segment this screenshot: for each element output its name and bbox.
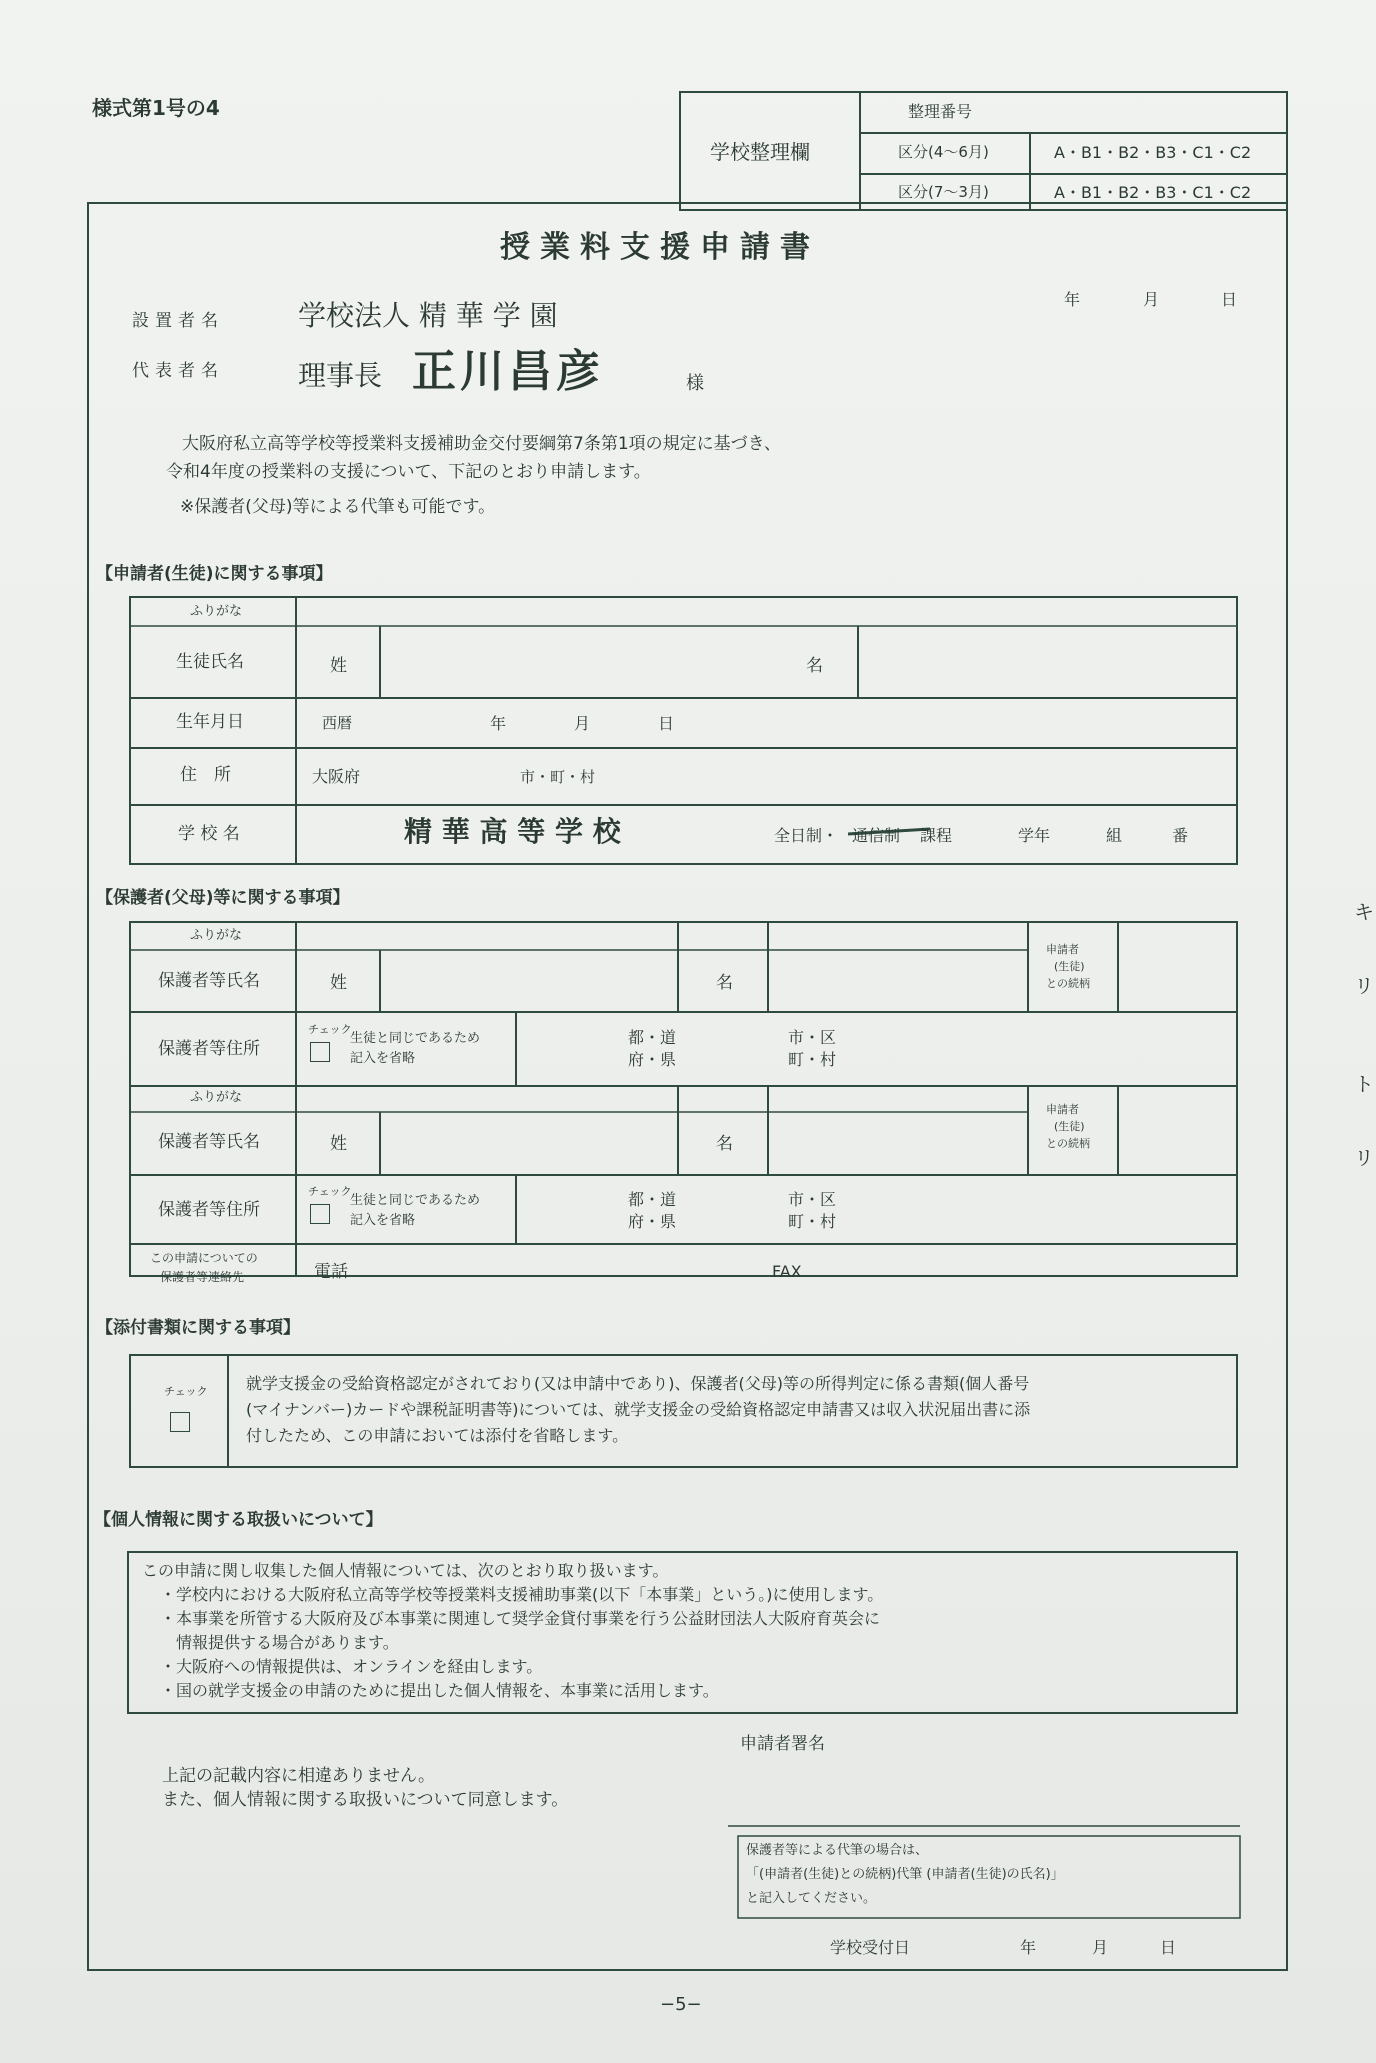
privacy-line: 情報提供する場合があります。 <box>160 1633 399 1652</box>
intro-note: ※保護者(父母)等による代筆も可能です。 <box>180 497 496 517</box>
section-heading: 【添付書類に関する事項】 <box>96 1318 300 1338</box>
mei-label: 名 <box>806 656 823 676</box>
cut-mark-char: リ <box>1354 974 1374 998</box>
course-correspondence-struck: 通信制 <box>852 826 901 845</box>
pref-label: 府・県 <box>628 1212 677 1231</box>
receipt-day: 日 <box>1160 1938 1177 1957</box>
privacy-line: ・本事業を所管する大阪府及び本事業に関連して奨学金貸付事業を行う公益財団法人大阪府育英会に <box>160 1609 881 1628</box>
note-line: と記入してください。 <box>746 1891 877 1906</box>
city-label: 町・村 <box>788 1212 837 1231</box>
sei-label: 姓 <box>330 1134 347 1154</box>
date-year: 年 <box>1064 290 1081 309</box>
section-heading: 【保護者(父母)等に関する事項】 <box>96 888 350 908</box>
representative-title: 理事長 <box>298 359 383 392</box>
receipt-year: 年 <box>1020 1938 1037 1957</box>
intro-line: 大阪府私立高等学校等授業料支援補助金交付要綱第7条第1項の規定に基づき、 <box>182 434 781 454</box>
number-label: 番 <box>1172 826 1189 845</box>
school-box-row-label: 区分(7〜3月) <box>898 183 989 201</box>
attachment-text: (マイナンバー)カードや課税証明書等)については、就学支援金の受給資格認定申請書又は収入状況届出書に添 <box>246 1400 1031 1419</box>
same-address-checkbox[interactable] <box>310 1042 330 1062</box>
course-suffix: 課程 <box>920 826 953 845</box>
receipt-month: 月 <box>1092 1938 1109 1957</box>
same-address-checkbox[interactable] <box>310 1204 330 1224</box>
dob-day: 日 <box>658 714 675 733</box>
class-label: 組 <box>1106 826 1123 845</box>
relation-label: との続柄 <box>1046 977 1090 990</box>
confirm-line: また、個人情報に関する取扱いについて同意します。 <box>162 1790 569 1810</box>
guardian-address-label: 保護者等住所 <box>158 1200 260 1220</box>
page-title: 授業料支援申請書 <box>500 230 820 265</box>
note-line: 保護者等による代筆の場合は、 <box>746 1843 929 1858</box>
furigana-label: ふりがな <box>190 928 243 943</box>
honorific: 様 <box>686 373 704 394</box>
sei-label: 姓 <box>330 973 347 993</box>
check-label: チェック <box>308 1023 352 1036</box>
grade-label: 学年 <box>1018 826 1051 845</box>
guardian-name-label: 保護者等氏名 <box>158 971 260 991</box>
guardian-address-label: 保護者等住所 <box>158 1039 260 1059</box>
mei-label: 名 <box>716 1134 733 1154</box>
address-pref: 大阪府 <box>312 767 361 786</box>
pref-label: 都・道 <box>628 1190 677 1209</box>
page-number: −5− <box>660 1994 702 2015</box>
guardian-name-label: 保護者等氏名 <box>158 1132 260 1152</box>
school-box-row-value: A・B1・B2・B3・C1・C2 <box>1054 143 1252 162</box>
school-box-row-value: A・B1・B2・B3・C1・C2 <box>1054 183 1252 202</box>
school-label: 学 校 名 <box>178 824 240 844</box>
dob-month: 月 <box>574 714 591 733</box>
contact-label: 保護者等連絡先 <box>160 1270 245 1284</box>
relation-label: (生徒) <box>1054 960 1085 973</box>
pref-label: 都・道 <box>628 1028 677 1047</box>
city-label: 市・区 <box>788 1190 837 1209</box>
form-id: 様式第1号の4 <box>92 96 220 120</box>
furigana-label: ふりがな <box>190 604 243 619</box>
attachment-checkbox[interactable] <box>170 1412 190 1432</box>
same-as-student-text: 生徒と同じであるため <box>350 1193 481 1208</box>
dob-label: 生年月日 <box>176 712 244 732</box>
sei-label: 姓 <box>330 656 347 676</box>
city-label: 町・村 <box>788 1050 837 1069</box>
representative-name: 正川昌彦 <box>412 346 604 397</box>
cut-mark-char: ト <box>1354 1072 1374 1096</box>
privacy-line: この申請に関し収集した個人情報については、次のとおり取り扱います。 <box>142 1561 669 1580</box>
check-label: チェック <box>308 1185 352 1198</box>
check-label: チェック <box>164 1385 208 1398</box>
establisher-label: 設置者名 <box>132 311 224 331</box>
school-box-label: 学校整理欄 <box>710 140 810 164</box>
dob-era: 西暦 <box>322 714 353 732</box>
intro-line: 令和4年度の授業料の支援について、下記のとおり申請します。 <box>166 462 651 482</box>
same-as-student-text: 生徒と同じであるため <box>350 1031 481 1046</box>
course-fulltime: 全日制・ <box>774 826 839 845</box>
relation-label: (生徒) <box>1054 1120 1085 1133</box>
address-label: 住 所 <box>180 765 231 785</box>
pref-label: 府・県 <box>628 1050 677 1069</box>
phone-label: 電話 <box>314 1262 348 1282</box>
same-as-student-text: 記入を省略 <box>350 1213 416 1228</box>
relation-label: との続柄 <box>1046 1137 1090 1150</box>
relation-label: 申請者 <box>1046 1103 1079 1116</box>
establisher-name: 学校法人 精 華 学 園 <box>298 299 558 332</box>
fax-label: FAX <box>772 1262 802 1281</box>
school-box-row-label: 区分(4〜6月) <box>898 143 989 161</box>
date-month: 月 <box>1143 290 1160 309</box>
dob-year: 年 <box>490 714 507 733</box>
school-box-row-label: 整理番号 <box>908 102 973 121</box>
student-name-label: 生徒氏名 <box>176 652 244 672</box>
receipt-label: 学校受付日 <box>830 1938 911 1957</box>
privacy-line: ・大阪府への情報提供は、オンラインを経由します。 <box>160 1657 543 1676</box>
attachment-text: 付したため、この申請においては添付を省略します。 <box>246 1426 629 1445</box>
mei-label: 名 <box>716 973 733 993</box>
same-as-student-text: 記入を省略 <box>350 1051 416 1066</box>
attachment-text: 就学支援金の受給資格認定がされており(又は申請中であり)、保護者(父母)等の所得判定に係る書類(個人番号 <box>246 1374 1030 1393</box>
section-heading: 【個人情報に関する取扱いについて】 <box>94 1510 383 1530</box>
privacy-line: ・学校内における大阪府私立高等学校等授業料支援補助事業(以下「本事業」という。)に使用します。 <box>160 1585 884 1604</box>
furigana-label: ふりがな <box>190 1090 243 1105</box>
relation-label: 申請者 <box>1046 943 1079 956</box>
contact-label: この申請についての <box>150 1251 258 1265</box>
confirm-line: 上記の記載内容に相違ありません。 <box>162 1766 436 1786</box>
school-name: 精 華 高 等 学 校 <box>404 815 621 848</box>
section-heading: 【申請者(生徒)に関する事項】 <box>96 564 333 584</box>
cut-mark-char: リ <box>1354 1146 1374 1170</box>
representative-label: 代表者名 <box>132 361 224 381</box>
city-label: 市・区 <box>788 1028 837 1047</box>
address-city: 市・町・村 <box>520 768 596 786</box>
signature-label: 申請者署名 <box>740 1734 825 1754</box>
cut-mark-char: キ <box>1354 900 1374 924</box>
privacy-line: ・国の就学支援金の申請のために提出した個人情報を、本事業に活用します。 <box>160 1681 719 1700</box>
note-line: 「(申請者(生徒)との続柄)代筆 (申請者(生徒)の氏名)」 <box>746 1867 1064 1882</box>
date-day: 日 <box>1221 290 1238 309</box>
